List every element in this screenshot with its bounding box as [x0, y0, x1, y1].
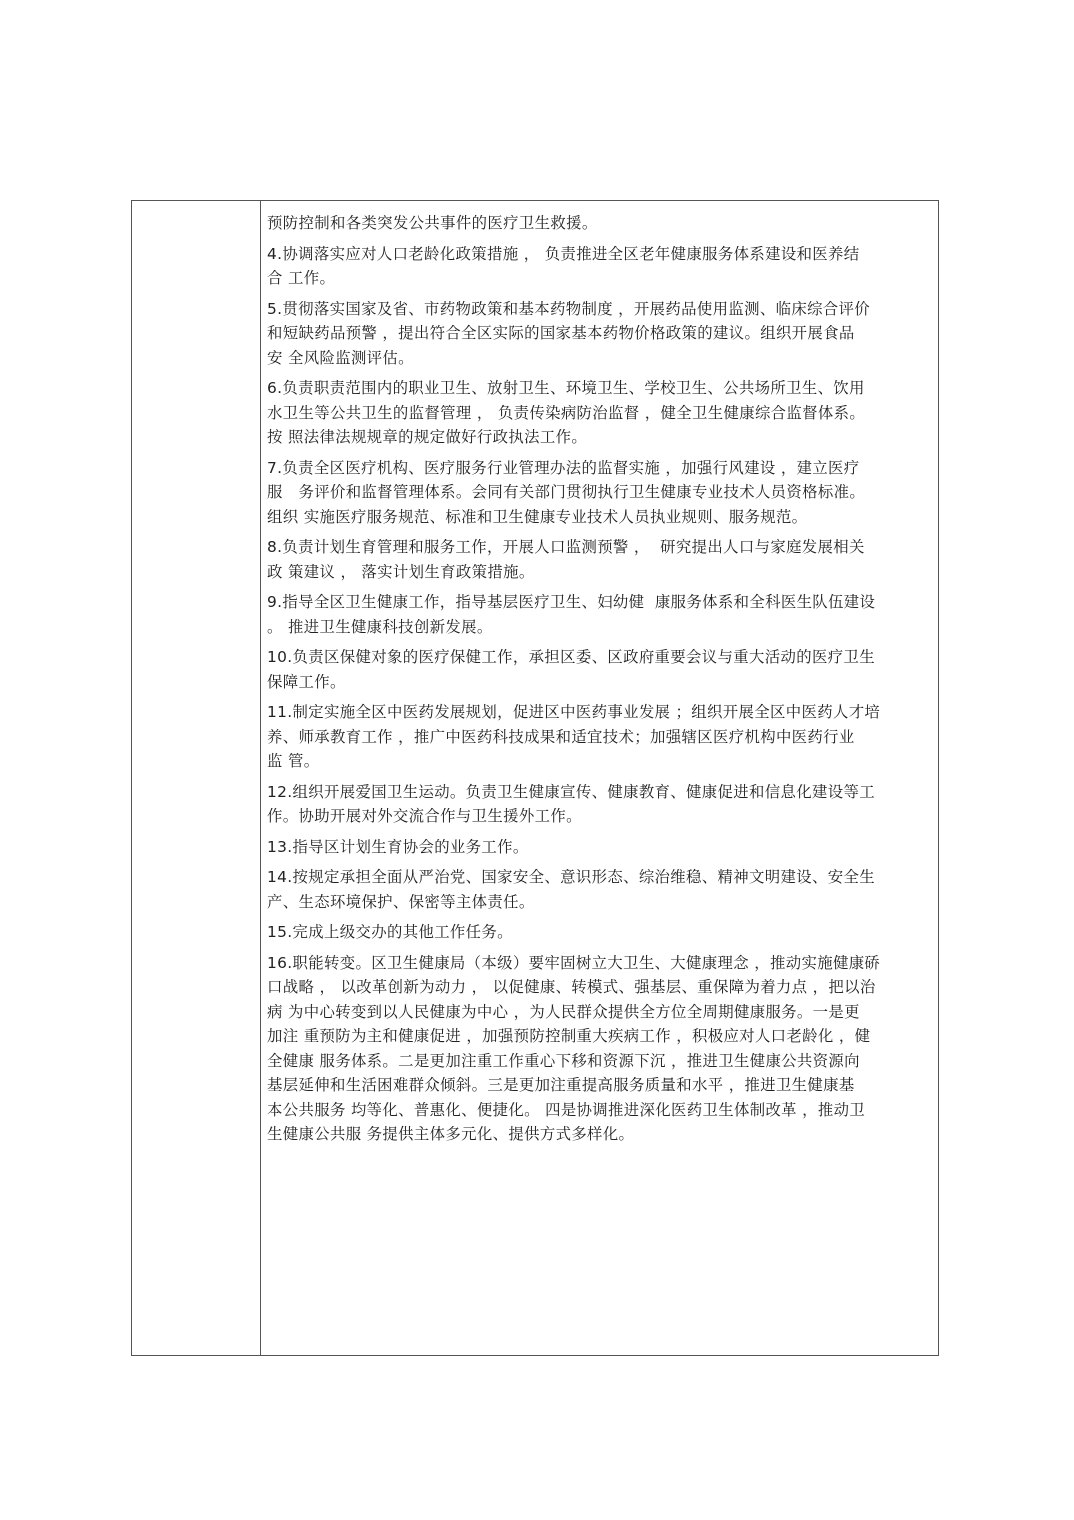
duty-line: 10.负责区保健对象的医疗保健工作，承担区委、区政府重要会议与重大活动的医疗卫生 [267, 648, 875, 666]
duty-paragraph [267, 242, 934, 291]
duty-line: 监 管。 [267, 752, 320, 770]
duty-line: 和短缺药品预警 ，提出符合全区实际的国家基本药物价格政策的建议。组织开展食品 [267, 324, 855, 342]
duty-line: 政 策建议 ， 落实计划生育政策措施。 [267, 562, 535, 581]
duty-line: 9.指导全区卫生健康工作，指导基层医疗卫生、妇幼健 康服务体系和全科医生队伍建设 [267, 593, 876, 611]
duty-line: 全健康 服务体系。二是更加注重工作重心下移和资源下沉 ，推进卫生健康公共资源向 [267, 1051, 860, 1070]
duty-line: 6.负责职责范围内的职业卫生、放射卫生、环境卫生、学校卫生、公共场所卫生、饮用 [267, 379, 865, 397]
duty-line: 水卫生等公共卫生的监督管理 ， 负责传染病防治监督 ，健全卫生健康综合监督体系。 [267, 403, 866, 422]
duty-line: 预防控制和各类突发公共事件的医疗卫生救援。 [267, 214, 598, 232]
duty-line: 加注 重预防为主和健康促进 ，加强预防控制重大疾病工作 ，积极应对人口老龄化 ，健 [267, 1027, 871, 1045]
duty-paragraph [267, 590, 934, 639]
duty-paragraph [267, 951, 934, 1147]
duty-paragraph [267, 211, 934, 236]
duty-line: 16.职能转变。区卫生健康局（本级）要牢固树立大卫生、大健康理念 ，推动实施健康硚 [267, 953, 881, 972]
duty-line: 13.指导区计划生育协会的业务工作。 [267, 837, 529, 856]
table-label-cell [132, 201, 261, 1355]
duty-line: 生健康公共服 务提供主体多元化、提供方式多样化。 [267, 1125, 635, 1143]
duty-line: 8.负责计划生育管理和服务工作，开展人口监测预警 ， 研究提出人口与家庭发展相关 [267, 538, 865, 556]
duty-paragraph [267, 835, 934, 860]
duties-table [131, 200, 939, 1356]
duty-paragraph [267, 920, 934, 945]
duty-paragraph [267, 700, 934, 774]
duty-line: 安 全风险监测评估。 [267, 348, 414, 367]
duty-line: 口战略 ， 以改革创新为动力 ， 以促健康、转模式、强基层、重保障为着力点 ，把以治 [267, 978, 876, 996]
table-content-cell [261, 201, 938, 1355]
duty-paragraph [267, 780, 934, 829]
duty-line: 保障工作。 [267, 672, 346, 691]
duty-line: 15.完成上级交办的其他工作任务。 [267, 923, 513, 941]
duty-line: 合 工作。 [267, 269, 336, 287]
duty-line: 4.协调落实应对人口老龄化政策措施 ， 负责推进全区老年健康服务体系建设和医养结 [267, 244, 860, 263]
duty-line: 7.负责全区医疗机构、医疗服务行业管理办法的监督实施 ，加强行风建设 ，建立医疗 [267, 458, 860, 477]
duty-line: 按 照法律法规规章的规定做好行政执法工作。 [267, 428, 588, 446]
duty-line: 组织 实施医疗服务规范、标准和卫生健康专业技术人员执业规则、服务规范。 [267, 507, 808, 526]
duty-line: 服 务评价和监督管理体系。会同有关部门贯彻执行卫生健康专业技术人员资格标准。 [267, 483, 866, 501]
duty-line: 本公共服务 均等化、普惠化、便捷化。 四是协调推进深化医药卫生体制改革 ，推动卫 [267, 1100, 866, 1119]
duty-paragraph [267, 535, 934, 584]
duty-line: 基层延伸和生活困难群众倾斜。三是更加注重提高服务质量和水平 ，推进卫生健康基 [267, 1076, 855, 1094]
duty-paragraph [267, 865, 934, 914]
duty-line: 。 推进卫生健康科技创新发展。 [267, 617, 493, 636]
duty-line: 5.贯彻落实国家及省、市药物政策和基本药物制度 ，开展药品使用监测、临床综合评价 [267, 299, 871, 318]
duty-line: 养、师承教育工作 ，推广中医药科技成果和适宜技术；加强辖区医疗机构中医药行业 [267, 727, 855, 746]
duty-line: 14.按规定承担全面从严治党、国家安全、意识形态、综治维稳、精神文明建设、安全生 [267, 868, 875, 886]
duty-paragraph [267, 456, 934, 530]
duty-paragraph [267, 376, 934, 450]
duty-line: 11.制定实施全区中医药发展规划，促进区中医药事业发展 ；组织开展全区中医药人才培 [267, 703, 881, 721]
duty-line: 病 为中心转变到以人民健康为中心 ，为人民群众提供全方位全周期健康服务。一是更 [267, 1002, 860, 1021]
duty-paragraph [267, 297, 934, 371]
duty-line: 12.组织开展爱国卫生运动。负责卫生健康宣传、健康教育、健康促进和信息化建设等工 [267, 782, 875, 801]
duty-line: 产、生态环境保护、保密等主体责任。 [267, 892, 535, 911]
duty-paragraph [267, 645, 934, 694]
duty-line: 作。协助开展对外交流合作与卫生援外工作。 [267, 807, 582, 825]
